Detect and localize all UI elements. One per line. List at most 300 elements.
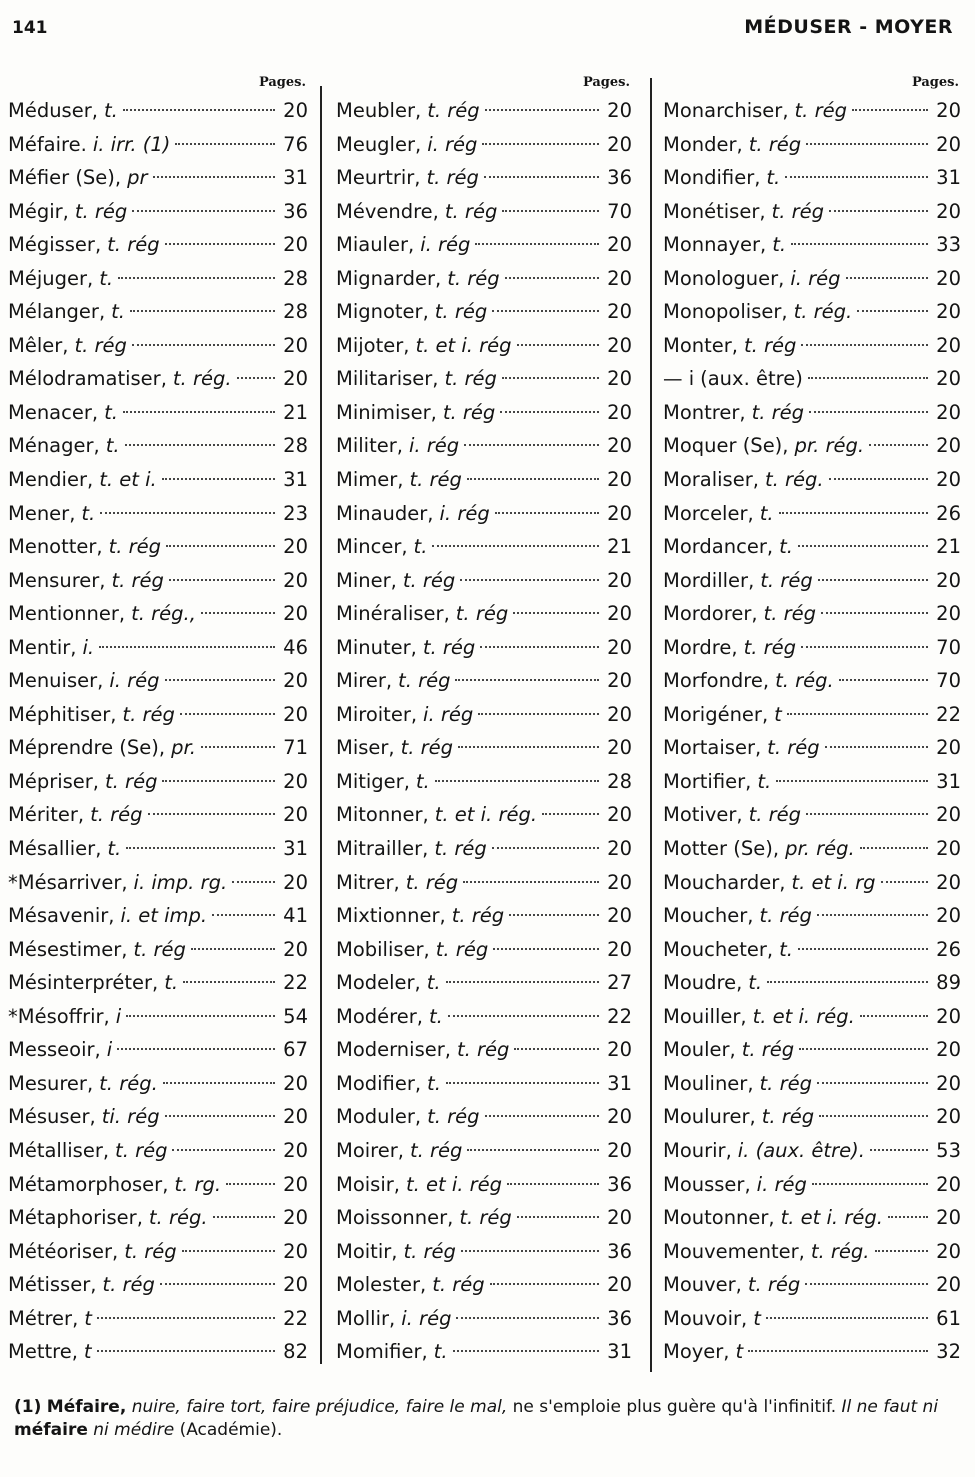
entry-page: 20 <box>936 1273 961 1297</box>
entry-page: 20 <box>607 837 632 861</box>
entry-page: 20 <box>607 635 632 659</box>
dot-leader <box>175 143 275 145</box>
entry-verb: Mésestimer, <box>8 937 128 961</box>
entry-page: 20 <box>283 1273 308 1297</box>
entry-page: 20 <box>283 1071 308 1095</box>
verb-entry <box>8 1168 308 1202</box>
entry-grammar: t. <box>99 266 114 290</box>
dot-leader <box>464 444 599 446</box>
verb-entry <box>336 362 632 396</box>
verb-entry <box>336 329 632 363</box>
entry-verb: Moudre, <box>663 971 743 995</box>
verb-entry <box>8 1033 308 1067</box>
verb-entry <box>8 262 308 296</box>
entry-grammar: t. rég. <box>99 1071 158 1095</box>
entry-verb: Miner, <box>336 568 397 592</box>
dot-leader <box>829 478 928 480</box>
entry-grammar: t. rég <box>124 1239 177 1263</box>
entry-page: 20 <box>936 837 961 861</box>
verb-entry <box>8 832 308 866</box>
entry-grammar: t. rég <box>771 199 824 223</box>
entry-verb: Mésuser, <box>8 1105 96 1129</box>
entry-grammar: t. rég <box>761 1105 815 1129</box>
entry-verb: Mener, <box>8 501 76 525</box>
column-3 <box>663 72 961 1369</box>
entry-grammar: t. rég <box>444 199 498 223</box>
dot-leader <box>799 1048 928 1050</box>
verb-entry <box>336 1235 632 1269</box>
dot-leader <box>776 780 928 782</box>
entry-verb: Métrer, <box>8 1306 79 1330</box>
entry-page: 36 <box>607 166 632 190</box>
dot-leader <box>100 512 275 514</box>
verb-entry <box>663 1302 961 1336</box>
dot-leader <box>97 1317 275 1319</box>
entry-grammar: t. et i. rég <box>405 1172 503 1196</box>
dot-leader <box>517 1216 599 1218</box>
entry-verb: Mouler, <box>663 1038 736 1062</box>
verb-entry <box>663 933 961 967</box>
verb-entry <box>8 698 308 732</box>
entry-verb: Méfaire. <box>8 132 87 156</box>
entry-verb: Mouvementer, <box>663 1239 805 1263</box>
entry-verb: Modeler, <box>336 971 421 995</box>
entry-verb: Mijoter, <box>336 333 410 357</box>
entry-grammar: i. rég <box>756 1172 807 1196</box>
entry-grammar: pr. rég. <box>785 837 855 861</box>
verb-entry <box>336 1168 632 1202</box>
entry-grammar: t. et i. <box>99 468 157 492</box>
entry-grammar: t. rég <box>447 266 500 290</box>
dot-leader <box>819 1115 928 1117</box>
entry-page: 20 <box>936 1172 961 1196</box>
entry-verb: Motiver, <box>663 803 743 827</box>
dot-leader <box>875 1250 928 1252</box>
entry-verb: Mesurer, <box>8 1071 94 1095</box>
entry-grammar: t. rég <box>434 300 488 324</box>
footnote-quote: Il ne faut ni <box>841 1397 939 1417</box>
entry-grammar: i. rég <box>439 501 490 525</box>
entry-page: 41 <box>283 904 308 928</box>
verb-entry <box>663 195 961 229</box>
dot-leader <box>808 377 928 379</box>
entry-page: 20 <box>607 736 632 760</box>
dot-leader <box>507 1183 599 1185</box>
entry-grammar: t. rég. <box>793 300 853 324</box>
dot-leader <box>766 1317 928 1319</box>
dot-leader <box>435 780 599 782</box>
entry-verb: Moutonner, <box>663 1206 775 1230</box>
entry-verb: Morigéner, <box>663 702 769 726</box>
entry-verb: Menacer, <box>8 400 99 424</box>
dot-leader <box>148 813 275 815</box>
entry-verb: Morceler, <box>663 501 754 525</box>
verb-entry <box>663 161 961 195</box>
dot-leader <box>817 1082 928 1084</box>
verb-entry <box>336 933 632 967</box>
entry-verb: Ménager, <box>8 434 100 458</box>
entry-verb: Moderniser, <box>336 1038 451 1062</box>
verb-entry <box>8 765 308 799</box>
entry-page: 20 <box>936 803 961 827</box>
entry-verb: Miser, <box>336 736 395 760</box>
dot-leader <box>806 143 928 145</box>
verb-entry <box>8 631 308 665</box>
entry-verb: Mégisser, <box>8 233 102 257</box>
entry-page: 54 <box>283 1004 308 1028</box>
dot-leader <box>132 344 275 346</box>
verb-entry <box>663 1235 961 1269</box>
entry-verb: Métisser, <box>8 1273 97 1297</box>
verb-entry <box>663 362 961 396</box>
entry-page: 20 <box>283 937 308 961</box>
dot-leader <box>490 1283 599 1285</box>
entry-grammar: t. et i. rég. <box>780 1206 883 1230</box>
verb-entry <box>663 1201 961 1235</box>
verb-entry <box>336 731 632 765</box>
entry-verb: Menotter, <box>8 535 103 559</box>
dot-leader <box>821 612 928 614</box>
entry-verb: Mitiger, <box>336 769 410 793</box>
entry-page: 36 <box>283 199 308 223</box>
dot-leader <box>162 780 275 782</box>
entry-grammar: t. rég <box>427 1105 480 1129</box>
entry-page: 31 <box>936 166 961 190</box>
dot-leader <box>492 310 599 312</box>
entry-page: 20 <box>283 99 308 122</box>
entry-grammar: t. <box>427 1071 441 1095</box>
entry-grammar: i <box>106 1038 113 1062</box>
entry-grammar: t. rég <box>398 669 451 693</box>
entry-verb: Mitrer, <box>336 870 400 894</box>
entry-page: 20 <box>936 99 961 122</box>
entry-grammar: t. rég <box>435 937 489 961</box>
dot-leader <box>182 1250 275 1252</box>
verb-entry <box>663 1033 961 1067</box>
verb-entry <box>8 161 308 195</box>
entry-verb: Mordorer, <box>663 602 758 626</box>
entry-page: 20 <box>607 400 632 424</box>
dot-leader <box>237 377 275 379</box>
verb-entry <box>663 765 961 799</box>
footnote-usage: ne s'emploie plus guère qu'à l'infinitif. <box>512 1397 837 1417</box>
entry-page: 20 <box>936 1071 961 1095</box>
entry-verb: Modérer, <box>336 1004 423 1028</box>
entry-verb: Mouvoir, <box>663 1306 748 1330</box>
entry-page: 22 <box>936 702 961 726</box>
entry-grammar: t. <box>428 1004 443 1028</box>
dot-leader <box>857 310 928 312</box>
entry-verb: Mitrailler, <box>336 837 429 861</box>
verb-entry <box>336 798 632 832</box>
footnote-definition: nuire, faire tort, faire préjudice, faire le mal, <box>131 1397 508 1417</box>
entry-grammar: t. rég <box>459 1206 512 1230</box>
entry-page: 31 <box>936 769 961 793</box>
verb-entry <box>663 396 961 430</box>
entry-grammar: t. rég <box>426 166 479 190</box>
entry-grammar: t. rég <box>767 736 820 760</box>
verb-entry <box>336 631 632 665</box>
entry-grammar: t. <box>415 769 430 793</box>
verb-entry <box>336 664 632 698</box>
verb-entry <box>336 396 632 430</box>
entry-page: 20 <box>607 1273 632 1297</box>
entry-page: 20 <box>607 602 632 626</box>
entry-page: 20 <box>607 132 632 156</box>
entry-page: 20 <box>936 736 961 760</box>
entry-grammar: i. rég <box>790 266 841 290</box>
entry-verb: Mensurer, <box>8 568 106 592</box>
entry-grammar: t. <box>426 971 441 995</box>
entry-grammar: t. rég <box>743 635 797 659</box>
verb-entry <box>336 832 632 866</box>
verb-entry <box>663 1000 961 1034</box>
entry-page: 20 <box>936 300 961 324</box>
entry-verb: Minéraliser, <box>336 602 450 626</box>
entry-page: 20 <box>607 233 632 257</box>
verb-entry <box>336 698 632 732</box>
dot-leader <box>484 176 599 178</box>
dot-leader <box>505 277 599 279</box>
verb-entry <box>8 228 308 262</box>
verb-entry <box>8 1134 308 1168</box>
entry-page: 22 <box>283 971 308 995</box>
entry-verb: Méduser, <box>8 99 98 122</box>
dot-leader <box>456 1317 599 1319</box>
verb-entry <box>8 1201 308 1235</box>
entry-verb: Méjuger, <box>8 266 94 290</box>
entry-verb: Mévendre, <box>336 199 439 223</box>
verb-entry <box>336 966 632 1000</box>
verb-entry <box>8 429 308 463</box>
entry-page: 22 <box>607 1004 632 1028</box>
entry-page: 22 <box>283 1306 308 1330</box>
entry-page: 23 <box>283 501 308 525</box>
dot-leader <box>493 948 599 950</box>
entry-page: 20 <box>607 669 632 693</box>
entry-grammar: t. <box>107 837 122 861</box>
entry-page: 36 <box>607 1172 632 1196</box>
footnote-quote-term: méfaire <box>14 1420 88 1440</box>
entry-verb: Mobiliser, <box>336 937 430 961</box>
dot-leader <box>779 512 928 514</box>
verb-entry <box>8 128 308 162</box>
entry-page: 31 <box>283 468 308 492</box>
entry-grammar: i. irr. (1) <box>92 132 171 156</box>
entry-verb: Mixtionner, <box>336 904 446 928</box>
entry-page: 36 <box>607 1306 632 1330</box>
dot-leader <box>517 344 599 346</box>
verb-entry <box>336 429 632 463</box>
entry-verb: Moulurer, <box>663 1105 756 1129</box>
entry-grammar: t. <box>433 1340 448 1364</box>
entry-grammar: t. et i. rég <box>415 333 512 357</box>
verb-entry <box>8 966 308 1000</box>
entry-verb: Montrer, <box>663 400 746 424</box>
dot-leader <box>99 646 275 648</box>
dot-leader <box>213 1216 275 1218</box>
verb-entry <box>8 295 308 329</box>
verb-entry <box>8 798 308 832</box>
entry-verb: Modifier, <box>336 1071 422 1095</box>
dot-leader <box>458 746 599 748</box>
entry-verb: Mincer, <box>336 535 408 559</box>
entry-verb: Métaphoriser, <box>8 1206 143 1230</box>
entry-verb: Mélanger, <box>8 300 106 324</box>
verb-entry <box>336 1268 632 1302</box>
entry-verb: Mériter, <box>8 803 85 827</box>
verb-entry <box>663 295 961 329</box>
verb-entry <box>8 94 308 128</box>
entry-verb: Monder, <box>663 132 743 156</box>
entry-verb: Monopoliser, <box>663 300 788 324</box>
entry-verb: Moirer, <box>336 1138 404 1162</box>
entry-verb: Méfier (Se), <box>8 166 122 190</box>
entry-verb: Mendier, <box>8 468 94 492</box>
entry-page: 20 <box>936 1038 961 1062</box>
verb-entry <box>336 161 632 195</box>
dot-leader <box>125 444 275 446</box>
column-2 <box>336 72 632 1369</box>
dot-leader <box>502 210 599 212</box>
verb-entry <box>336 295 632 329</box>
entry-verb: Messeoir, <box>8 1038 101 1062</box>
dot-leader <box>860 847 928 849</box>
verb-entry <box>663 631 961 665</box>
entry-list <box>336 94 632 1369</box>
entry-grammar: t. <box>413 535 428 559</box>
entry-page: 20 <box>607 434 632 458</box>
verb-entry <box>8 933 308 967</box>
dot-leader <box>126 847 275 849</box>
entry-grammar: t. rég <box>759 1071 812 1095</box>
dot-leader <box>162 478 275 480</box>
entry-page: 71 <box>283 736 308 760</box>
dot-leader <box>448 1015 599 1017</box>
verb-entry <box>663 664 961 698</box>
entry-page: 31 <box>607 1340 632 1364</box>
dot-leader <box>829 210 928 212</box>
entry-verb: Mignoter, <box>336 300 429 324</box>
dot-leader <box>839 679 928 681</box>
entry-page: 20 <box>936 132 961 156</box>
dot-leader <box>492 847 599 849</box>
entry-grammar: t. rég <box>741 1038 795 1062</box>
entry-grammar: i. rég <box>427 132 478 156</box>
entry-page: 20 <box>607 1138 632 1162</box>
dot-leader <box>117 1048 275 1050</box>
verb-entry <box>663 866 961 900</box>
dot-leader <box>461 1250 599 1252</box>
entry-grammar: t. rég <box>107 233 160 257</box>
entry-page: 28 <box>283 266 308 290</box>
verb-entry <box>336 530 632 564</box>
verb-entry <box>336 1033 632 1067</box>
verb-entry <box>8 1067 308 1101</box>
entry-page: 31 <box>283 166 308 190</box>
entry-grammar: t. <box>766 166 781 190</box>
entry-verb: Mollir, <box>336 1306 396 1330</box>
entry-verb: *Mésarriver, <box>8 870 128 894</box>
dot-leader <box>455 679 599 681</box>
verb-entry <box>8 866 308 900</box>
dot-leader <box>467 478 599 480</box>
entry-page: 20 <box>936 1004 961 1028</box>
entry-verb: Mourir, <box>663 1138 732 1162</box>
dot-leader <box>165 1115 275 1117</box>
entry-page: 20 <box>283 367 308 391</box>
dot-leader <box>798 545 928 547</box>
entry-verb: Mondifier, <box>663 166 761 190</box>
dot-leader <box>191 948 275 950</box>
dot-leader <box>130 310 275 312</box>
verb-entry <box>336 564 632 598</box>
verb-entry <box>663 463 961 497</box>
entry-page: 20 <box>936 434 961 458</box>
verb-entry <box>663 1168 961 1202</box>
entry-grammar: t. rég <box>400 736 454 760</box>
entry-grammar: t. rég <box>432 1273 485 1297</box>
entry-grammar: t. rég <box>102 1273 155 1297</box>
dot-leader <box>888 1216 928 1218</box>
verb-entry <box>663 731 961 765</box>
entry-verb: Mousser, <box>663 1172 751 1196</box>
verb-entry <box>663 94 961 128</box>
entry-grammar: t. <box>104 400 118 424</box>
page-number: 141 <box>12 18 48 38</box>
entry-verb: Monarchiser, <box>663 99 789 122</box>
entry-page: 20 <box>283 1206 308 1230</box>
entry-page: 61 <box>936 1306 961 1330</box>
entry-page: 20 <box>936 333 961 357</box>
entry-page: 20 <box>936 602 961 626</box>
entry-grammar: t. et i. rég. <box>752 1004 855 1028</box>
entry-verb: Miauler, <box>336 233 415 257</box>
verb-entry <box>663 1134 961 1168</box>
dot-leader <box>791 243 928 245</box>
entry-list <box>8 94 308 1369</box>
dot-leader <box>482 143 599 145</box>
dot-leader <box>860 1015 928 1017</box>
entry-page: 20 <box>936 199 961 223</box>
entry-grammar: t. et i. rég. <box>434 803 538 827</box>
dot-leader <box>118 277 275 279</box>
entry-grammar: i. rég <box>408 434 460 458</box>
entry-verb: Mettre, <box>8 1340 78 1364</box>
dot-leader <box>500 411 599 413</box>
dot-leader <box>870 1149 928 1151</box>
entry-grammar: pr. rég. <box>794 434 865 458</box>
entry-page: 20 <box>607 870 632 894</box>
entry-page: 20 <box>283 702 308 726</box>
entry-grammar: pr. <box>171 736 196 760</box>
entry-verb: Métalliser, <box>8 1138 110 1162</box>
verb-entry <box>336 228 632 262</box>
entry-page: 20 <box>936 1206 961 1230</box>
dot-leader <box>163 1082 275 1084</box>
verb-entry <box>8 497 308 531</box>
entry-grammar: t. rég. <box>148 1206 208 1230</box>
dot-leader <box>166 545 275 547</box>
entry-verb: Minimiser, <box>336 400 437 424</box>
entry-page: 20 <box>283 803 308 827</box>
dot-leader <box>467 1149 599 1151</box>
verb-entry <box>8 564 308 598</box>
verb-entry <box>663 429 961 463</box>
entry-page: 33 <box>936 233 961 257</box>
entry-grammar: t. rég <box>442 400 496 424</box>
entry-verb: Moraliser, <box>663 468 759 492</box>
